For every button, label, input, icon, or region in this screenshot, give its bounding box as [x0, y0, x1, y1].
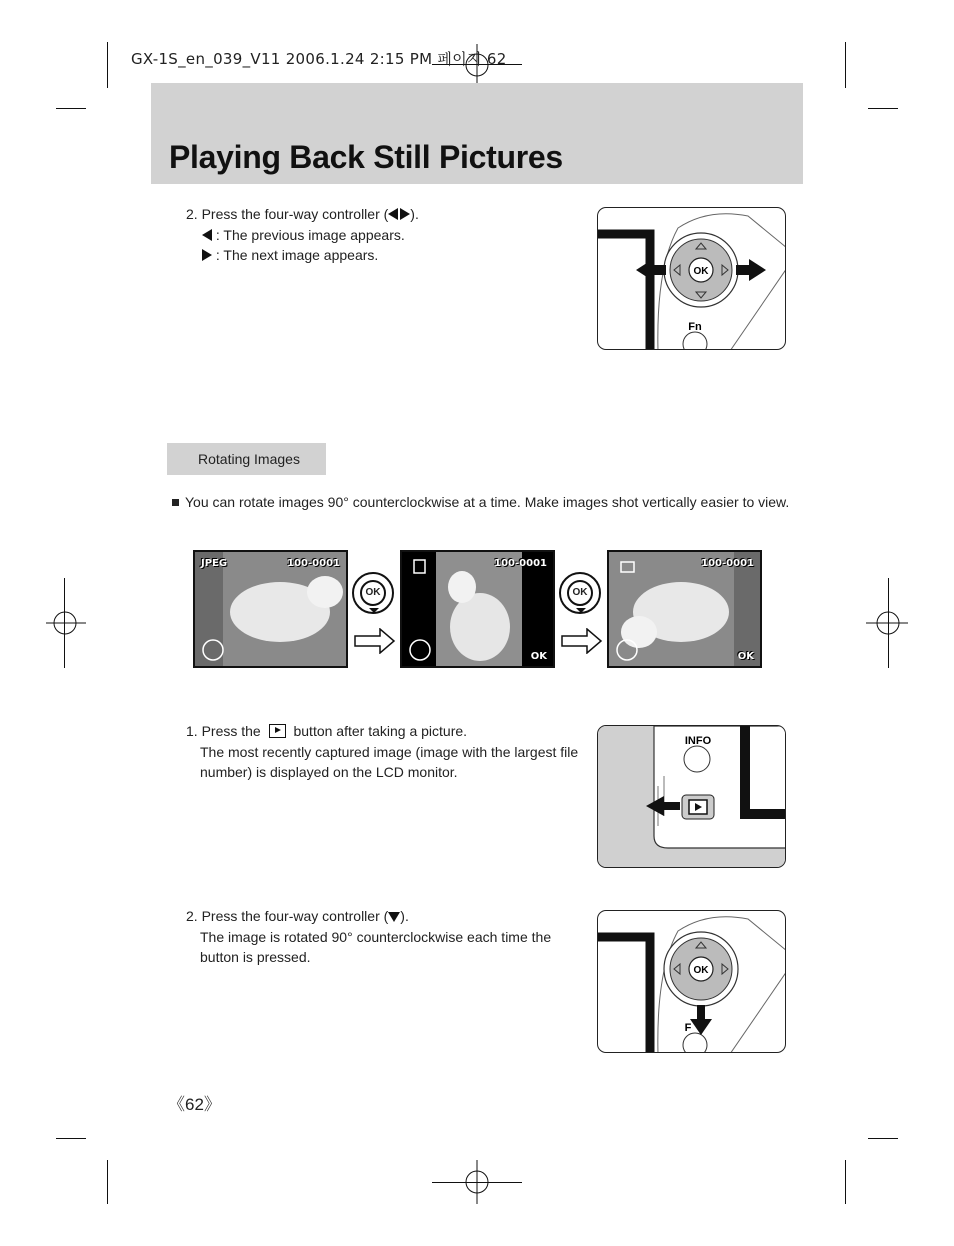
ok-button-label: OK	[567, 580, 593, 606]
right-arrow-icon	[561, 628, 603, 654]
right-arrow-icon	[354, 628, 396, 654]
ok-button-press-1	[352, 572, 394, 614]
four-way-controller-icon	[598, 208, 786, 350]
bullet-line: You can rotate images 90° counterclockwise at a time. Make images shot vertically easier to view.	[172, 492, 789, 512]
screen-file-number: 100-0001	[287, 558, 340, 569]
dog-photo-rotated-icon	[609, 552, 760, 666]
title-band	[151, 83, 803, 184]
ok-button-label: OK	[360, 580, 386, 606]
ok-button-press-2	[559, 572, 601, 614]
lcd-screen-3	[607, 550, 762, 668]
screen-format-label: JPEG	[201, 558, 228, 569]
page-number: 《62》	[168, 1095, 221, 1114]
left-arrow-icon	[388, 208, 398, 220]
screen-ok-label: OK	[530, 651, 547, 662]
right-arrow-icon	[400, 208, 410, 220]
svg-text:F: F	[684, 1022, 692, 1034]
step1-line1: 1. Press the button after taking a picture.	[186, 723, 468, 739]
ok-label: OK	[693, 965, 709, 976]
lcd-screen-2	[400, 550, 555, 668]
step-top-line2: : The previous image appears.	[202, 225, 405, 245]
step2-line1: 2. Press the four-way controller ( ).	[186, 908, 409, 924]
camera-back-icon	[598, 726, 786, 868]
four-way-controller-icon	[598, 911, 786, 1053]
screen-ok-label: OK	[737, 651, 754, 662]
step1-line2: The most recently captured image (image with the largest file	[200, 744, 579, 760]
print-header: GX-1S_en_039_V11 2006.1.24 2:15 PM 페이지 62	[131, 50, 507, 68]
dog-photo-rotated-icon	[195, 552, 346, 666]
step-top-line1: 2. Press the four-way controller ( ).	[186, 206, 419, 222]
step2-line3: button is pressed.	[200, 949, 311, 965]
right-arrow-icon	[202, 249, 212, 261]
screen-file-number: 100-0001	[701, 558, 754, 569]
ok-label: OK	[693, 266, 709, 277]
dog-photo-upright-icon	[402, 552, 553, 666]
info-label: INFO	[684, 735, 712, 747]
screen-file-number: 100-0001	[494, 558, 547, 569]
step-top-line3: : The next image appears.	[202, 245, 378, 265]
bullet-square-icon	[172, 499, 179, 506]
step1-line3: number) is displayed on the LCD monitor.	[200, 764, 458, 780]
left-arrow-icon	[202, 229, 212, 241]
fn-label: Fn	[688, 321, 702, 333]
lcd-screen-1	[193, 550, 348, 668]
step2-line2: The image is rotated 90° counterclockwise each time the	[200, 929, 552, 945]
camera-controller-left-right	[597, 207, 786, 350]
camera-controller-down	[597, 910, 786, 1053]
section-tag-rotating-images: Rotating Images	[167, 443, 326, 475]
down-arrow-icon	[388, 912, 400, 922]
playback-button-icon	[269, 724, 286, 738]
page-title: Playing Back Still Pictures	[169, 139, 563, 175]
camera-playback-button	[597, 725, 786, 868]
